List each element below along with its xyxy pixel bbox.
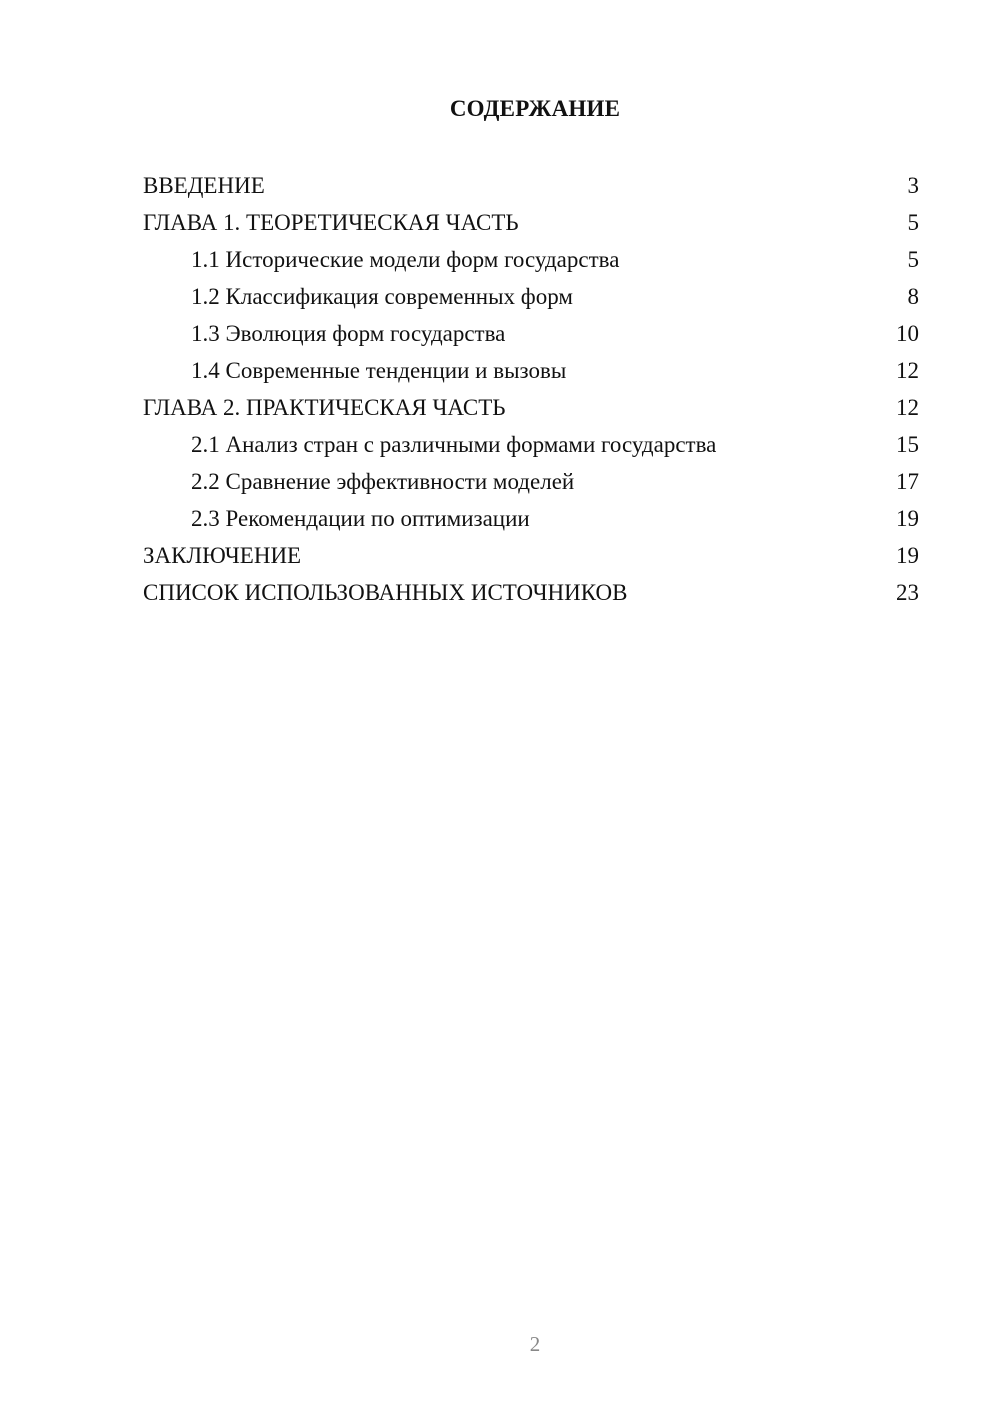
- page-number: 2: [529, 1332, 541, 1356]
- toc-entry-label: 1.2 Классификация современных форм: [191, 284, 573, 309]
- toc-entry-label: ГЛАВА 2. ПРАКТИЧЕСКАЯ ЧАСТЬ: [143, 395, 506, 420]
- toc-entry-page: 12: [896, 358, 919, 383]
- toc-heading: СОДЕРЖАНИЕ: [449, 96, 621, 121]
- toc-entry-label: СПИСОК ИСПОЛЬЗОВАННЫХ ИСТОЧНИКОВ: [143, 580, 628, 605]
- toc-entry[interactable]: [143, 315, 919, 352]
- toc-entry-page: 19: [896, 506, 919, 531]
- toc-entry[interactable]: [143, 463, 919, 500]
- toc-entry[interactable]: [143, 241, 919, 278]
- toc-entry[interactable]: [143, 574, 919, 611]
- toc-entry-page: 8: [907, 284, 919, 309]
- toc-entry-label: ВВЕДЕНИЕ: [143, 173, 265, 198]
- table-of-contents: [143, 167, 919, 611]
- toc-entry-label: 1.3 Эволюция форм государства: [191, 321, 506, 346]
- toc-entry-page: 5: [907, 210, 919, 235]
- toc-entry-page: 19: [896, 543, 919, 568]
- toc-entry-label: 1.4 Современные тенденции и вызовы: [191, 358, 567, 383]
- toc-entry-label: ЗАКЛЮЧЕНИЕ: [143, 543, 302, 568]
- toc-entry-page: 5: [907, 247, 919, 272]
- toc-entry[interactable]: [143, 426, 919, 463]
- toc-entry[interactable]: [143, 278, 919, 315]
- toc-entry[interactable]: [143, 500, 919, 537]
- toc-entry-label: 2.2 Сравнение эффективности моделей: [191, 469, 575, 494]
- toc-entry[interactable]: [143, 352, 919, 389]
- toc-entry[interactable]: [143, 204, 919, 241]
- toc-entry-page: 15: [896, 432, 919, 457]
- toc-entry-page: 3: [907, 173, 919, 198]
- toc-entry-label: 2.3 Рекомендации по оптимизации: [191, 506, 530, 531]
- toc-entry[interactable]: [143, 537, 919, 574]
- toc-entry-label: ГЛАВА 1. ТЕОРЕТИЧЕСКАЯ ЧАСТЬ: [143, 210, 519, 235]
- toc-entry-label: 2.1 Анализ стран с различными формами государства: [191, 432, 717, 457]
- toc-entry-page: 12: [896, 395, 919, 420]
- toc-entry-page: 17: [896, 469, 919, 494]
- toc-entry-page: 10: [896, 321, 919, 346]
- toc-entry-page: 23: [896, 580, 919, 605]
- toc-entry-label: 1.1 Исторические модели форм государства: [191, 247, 620, 272]
- toc-entry[interactable]: [143, 167, 919, 204]
- toc-entry[interactable]: [143, 389, 919, 426]
